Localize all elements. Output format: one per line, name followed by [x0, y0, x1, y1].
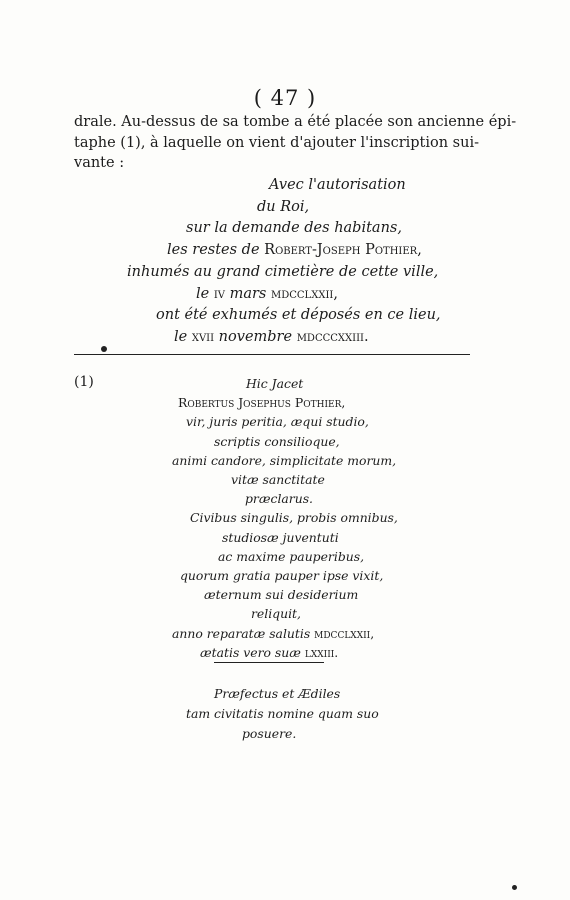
epitaph-text: anno reparatæ salutis — [172, 625, 315, 641]
inscription-date-year: mdcclxxii, — [271, 285, 338, 302]
inscription-line: inhumés au grand cimetière de cette ville, — [127, 263, 439, 280]
paragraph-line: taphe (1), à laquelle on vient d'ajouter l'inscription sui- — [74, 134, 480, 151]
epitaph-line: quorum gratia pauper ipse vixit, — [180, 568, 384, 584]
inscription-date-day: xvii — [191, 328, 215, 345]
epitaph-line: Civibus singulis, probis omnibus, — [190, 510, 398, 526]
inscription-block — [0, 175, 570, 349]
closing-line: Præfectus et Ædiles — [214, 686, 341, 701]
inscription-line — [167, 240, 570, 262]
body-paragraph — [74, 112, 517, 174]
page-number: ( 47 ) — [253, 86, 317, 110]
inscription-line: ont été exhumés et déposés en ce lieu, — [156, 307, 441, 324]
inscription-line — [174, 327, 570, 349]
ink-speck — [101, 346, 107, 352]
epitaph-line: animi candore, simplicitate morum, — [172, 452, 397, 468]
inscription-date-day: iv — [213, 285, 225, 302]
inscription-line — [196, 284, 570, 306]
inscription-line: Avec l'autorisation — [269, 177, 406, 193]
epitaph-line: vitæ sanctitate — [231, 472, 325, 488]
epitaph-year: mdcclxxii, — [314, 625, 375, 641]
epitaph-line — [172, 624, 570, 643]
epitaph-age: lxxiii. — [304, 644, 339, 660]
epitaph-line: ac maxime pauperibus, — [218, 548, 365, 564]
epitaph-text: ætatis vero suæ — [200, 644, 305, 660]
paragraph-line: drale. Au-dessus de sa tombe a été placée son ancienne épi- — [74, 114, 517, 130]
inscription-text: le — [174, 328, 192, 345]
epitaph-line: reliquit, — [251, 606, 301, 622]
epitaph-line: Hic Jacet — [246, 376, 304, 391]
pothier-latin-name: Robertus Josephus Pothier, — [178, 395, 346, 411]
closing-line: tam civitatis nomine quam suo — [186, 706, 379, 721]
epitaph-block — [0, 374, 570, 662]
pothier-name: Robert-Joseph Pothier, — [264, 242, 422, 259]
inscription-line: du Roi, — [257, 198, 310, 215]
closing-line: posuere. — [242, 726, 297, 741]
inscription-text: novembre — [214, 328, 297, 345]
closing-block — [0, 684, 570, 744]
paragraph-line: vante : — [74, 155, 125, 171]
epitaph-line: studiosæ juventuti — [222, 529, 339, 545]
ink-speck — [512, 885, 517, 890]
inscription-text: mars — [225, 285, 271, 302]
epitaph-line — [200, 643, 570, 662]
footnote-divider — [74, 354, 470, 355]
epitaph-divider — [214, 662, 324, 663]
inscription-line: sur la demande des habitans, — [186, 220, 402, 237]
epitaph-line: vir, juris peritia, æqui studio, — [186, 414, 369, 430]
epitaph-line: scriptis consilioque, — [214, 433, 340, 449]
footnote-marker: (1) — [74, 374, 94, 390]
epitaph-line: æternum sui desiderium — [204, 587, 359, 603]
epitaph-line: præclarus. — [245, 491, 313, 507]
inscription-text: le — [196, 285, 214, 302]
inscription-text: les restes de — [167, 242, 265, 259]
inscription-date-year: mdcccxxiii. — [296, 328, 369, 345]
